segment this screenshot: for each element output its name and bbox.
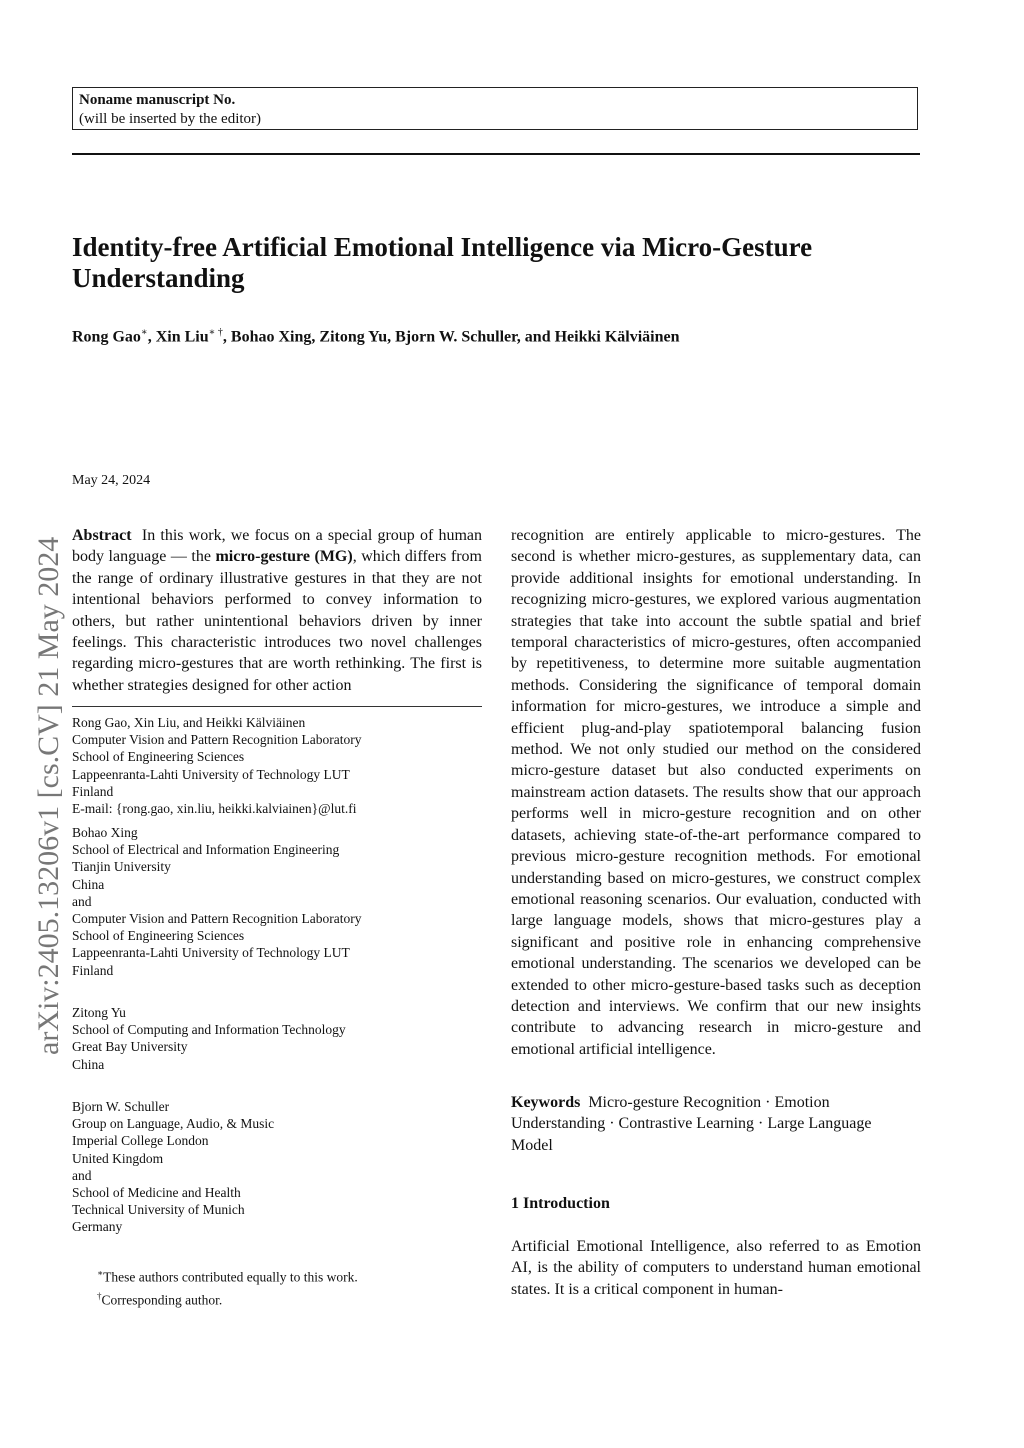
footnote-rule <box>72 706 482 707</box>
abstract-mg-term: micro-gesture (MG) <box>215 548 353 566</box>
editor-note: (will be inserted by the editor) <box>79 111 262 127</box>
affiliation-line: Computer Vision and Pattern Recognition Laboratory <box>72 911 362 927</box>
section-heading-introduction: 1 Introduction <box>511 1195 610 1212</box>
abstract-right-column: recognition are entirely applicable to micro-gestures. The second is whether micro-gestures, as supplementary data, can provide additional insights for emotional understanding. In recognizing micro-gestures, we explored various augmentation strategies that take into account the subtle spatial and brief temporal characteristics of micro-gestures, often accompanied by repetitiveness, to determine more suitable augmentation methods. Considering the significance of temporal domain information for micro-gestures, we introduce a simple and efficient plug-and-play spatiotemporal balancing fusion method. We not only studied our method on the considered micro-gesture dataset but also conducted experiments on mainstream action datasets. The results show that our approach performs well in micro-gesture recognition and on other datasets, achieving state-of-the-art performance compared to previous micro-gesture recognition methods. For emotional understanding based on micro-gestures, we construct complex emotional reasoning scenarios. Our evaluation, conducted with large language models, shows that micro-gestures play a significant and positive role in enhancing comprehensive emotional understanding. The scenarios we developed can be extended to other micro-gesture-based tasks such as deception detection and interviews. We confirm that our new insights contribute to advancing research in micro-gesture and emotional artificial intelligence. <box>511 527 921 1058</box>
arxiv-stamp[interactable]: arXiv:2405.13206v1 [cs.CV] 21 May 2024 <box>32 536 65 1055</box>
affiliation-line: Imperial College London <box>72 1133 209 1149</box>
footnote-text: Corresponding author. <box>101 1292 223 1307</box>
affiliation-line: Tianjin University <box>72 859 171 875</box>
author-list <box>72 322 712 347</box>
editor-box <box>72 87 918 130</box>
footnote-corresponding <box>97 1287 358 1310</box>
affiliation-line: and <box>72 893 92 909</box>
affiliation-line: Germany <box>72 1219 123 1235</box>
affiliation-line: School of Computing and Information Technology <box>72 1022 346 1038</box>
footnote-mark: ∗ <box>97 1268 104 1278</box>
affiliation-line: Finland <box>72 962 114 978</box>
keywords-text: Micro-gesture Recognition · Emotion Understanding · Contrastive Learning · Large Language Model <box>511 1094 872 1154</box>
footnote-text: These authors contributed equally to this work. <box>103 1269 358 1285</box>
author-mark-corresponding: ∗ † <box>208 327 223 338</box>
footnotes <box>97 1264 358 1309</box>
affiliation-line: Bjorn W. Schuller <box>72 1099 170 1114</box>
affiliation-line: United Kingdom <box>72 1150 164 1166</box>
abstract-label: Abstract <box>72 527 132 544</box>
affiliation-line: China <box>72 876 105 892</box>
footnote-equal-contribution <box>97 1264 358 1287</box>
abstract-text-cont: , which differs from the range of ordinary illustrative gestures in that they are not intentional behaviors performed to convey information to others, but rather unintentional behaviors driven by inner feelings. This characteristic introduces two novel challenges regarding micro-gestures that are worth rethinking. The first is whether strategies designed for other action <box>72 548 483 694</box>
manuscript-number: Noname manuscript No. <box>79 92 236 108</box>
keywords-label: Keywords <box>511 1094 581 1111</box>
affiliation-line: Zitong Yu <box>72 1005 126 1020</box>
author-xin-liu: , Xin Liu <box>147 328 209 346</box>
affiliation-line: Technical University of Munich <box>72 1202 245 1218</box>
affiliation-email[interactable]: E-mail: {rong.gao, xin.liu, heikki.kalviainen}@lut.fi <box>72 801 357 817</box>
keywords <box>511 1092 891 1156</box>
abstract-text-start: In this work, we focus on a special group of human body language — the <box>72 527 483 566</box>
affiliation-block-2 <box>72 824 482 979</box>
footnote-mark: † <box>97 1290 102 1301</box>
affiliation-block-1 <box>72 714 482 817</box>
author-rong-gao: Rong Gao <box>72 328 141 346</box>
affiliation-block-4 <box>72 1098 482 1236</box>
top-rule <box>72 153 920 155</box>
introduction-text: Artificial Emotional Intelligence, also referred to as Emotion AI, is the ability of computers to understand human emotional states. It is a critical component in human- <box>511 1238 921 1298</box>
affiliation-line: Rong Gao, Xin Liu, and Heikki Kälviäinen <box>72 715 306 730</box>
abstract-left-column <box>72 525 482 696</box>
paper-title: Identity-free Artificial Emotional Intelligence via Micro-Gesture Understanding <box>72 232 813 293</box>
affiliation-line: Group on Language, Audio, & Music <box>72 1116 275 1132</box>
affiliation-block-3 <box>72 1004 482 1073</box>
paper-date: May 24, 2024 <box>72 473 151 488</box>
author-mark-equal: ∗ <box>140 327 148 338</box>
affiliation-line: School of Engineering Sciences <box>72 928 245 944</box>
affiliation-line: Bohao Xing <box>72 825 138 840</box>
affiliation-line: School of Medicine and Health <box>72 1185 241 1201</box>
affiliation-line: School of Electrical and Information Engineering <box>72 842 340 858</box>
affiliation-line: and <box>72 1167 92 1183</box>
affiliation-line: Computer Vision and Pattern Recognition Laboratory <box>72 732 362 748</box>
affiliation-line: Lappeenranta-Lahti University of Technology LUT <box>72 945 350 961</box>
affiliation-line: Lappeenranta-Lahti University of Technology LUT <box>72 766 350 782</box>
affiliation-line: School of Engineering Sciences <box>72 749 245 765</box>
affiliation-line: China <box>72 1056 105 1072</box>
affiliation-line: Great Bay University <box>72 1039 188 1055</box>
affiliation-line: Finland <box>72 783 114 799</box>
author-others: , Bohao Xing, Zitong Yu, Bjorn W. Schuller, and Heikki Kälviäinen <box>222 328 680 346</box>
